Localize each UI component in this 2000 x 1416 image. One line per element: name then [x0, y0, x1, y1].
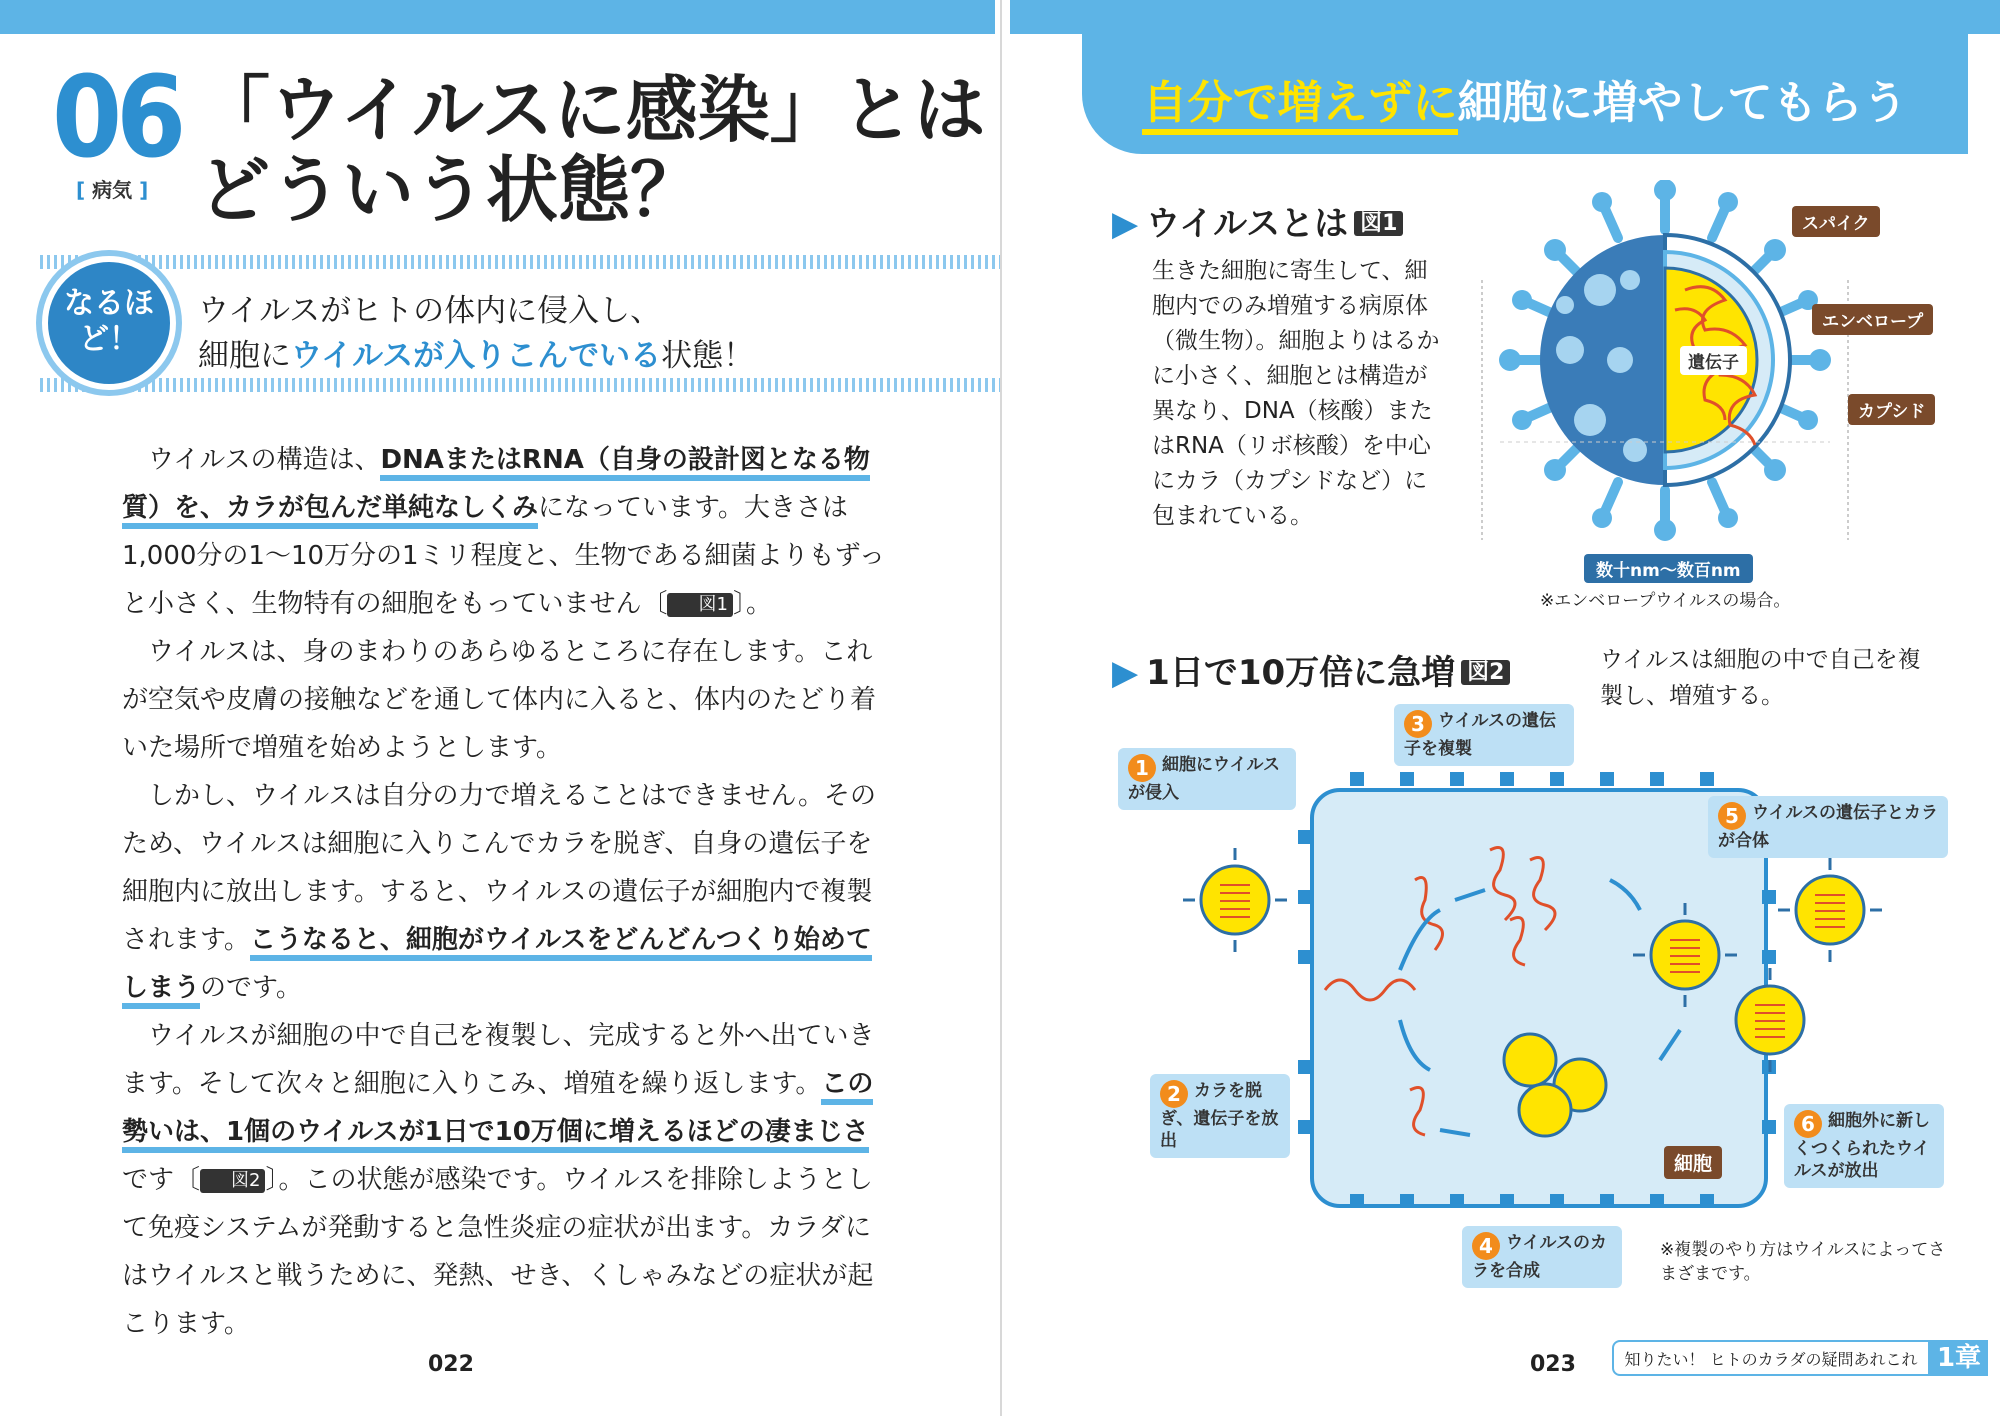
replication-note: ※複製のやり方はウイルスによってさまざまです。 [1660, 1240, 1946, 1284]
step-number: 3 [1404, 710, 1432, 738]
figure-ref: 図1 [1354, 211, 1403, 236]
section2-heading [1112, 645, 1510, 694]
category-label: 病気 [92, 178, 133, 202]
section2-title: 1日で10万倍に急増 [1146, 653, 1456, 693]
paragraph-3 [122, 772, 892, 1012]
banner-highlight: 自分で増えずに [1142, 76, 1457, 135]
chapter-tab: 1章 [1930, 1340, 1988, 1376]
step-text: 細胞にウイルスが侵入 [1128, 755, 1280, 803]
envelope-label: エンベロープ [1812, 304, 1933, 335]
step-text: ウイルスの遺伝子を複製 [1404, 711, 1556, 759]
step-4 [1462, 1226, 1622, 1288]
triangle-icon: ▶ [1112, 204, 1139, 244]
text: 〕。 [732, 589, 772, 619]
top-bar-right [1010, 0, 2000, 34]
summary-text: 状態！ [661, 338, 755, 374]
page-number-right: 023 [1530, 1352, 1576, 1377]
gene-label: 遺伝子 [1680, 346, 1747, 375]
banner-title [1082, 66, 1968, 131]
step-number: 6 [1794, 1110, 1822, 1138]
section2-description: ウイルスは細胞の中で自己を複製し、増殖する。 [1600, 647, 1921, 709]
emphasis: DNAまたはRNA（自身の設計図となる物質）を、カラが包んだ単純なしくみ [122, 445, 870, 529]
summary-text: 細胞に [198, 338, 291, 374]
spike-label: スパイク [1792, 206, 1880, 237]
page-title-line1: 「ウイルスに感染」とは [198, 68, 986, 152]
lesson-number: 06 [52, 53, 181, 183]
text: です〔 [122, 1165, 201, 1195]
figure-ref: 図2 [1461, 660, 1510, 685]
step-5 [1708, 796, 1948, 858]
text: しかし、ウイルスは自分の力で増えることはできません。そのため、ウイルスは細胞に入りこんでカラを脱ぎ、自身の遺伝子を細胞内に放出します。すると、ウイルスの遺伝子が細胞内で複製されます。 [122, 781, 877, 955]
summary-highlight: ウイルスが入りこんでいる [291, 338, 662, 374]
step-text: カラを脱ぎ、遺伝子を放出 [1160, 1081, 1279, 1151]
section1-description: 生きた細胞に寄生して、細胞内でのみ増殖する病原体（微生物）。細胞よりはるかに小さく、細胞とは構造が異なり、DNA（核酸）またはRNA（リボ核酸）を中心にカラ（カプシドなど）に包まれている。 [1152, 258, 1440, 529]
paragraph-1 [122, 436, 892, 628]
step-number: 1 [1128, 754, 1156, 782]
step-2 [1150, 1074, 1290, 1158]
summary-line2 [198, 330, 754, 375]
text: のです。 [200, 973, 302, 1003]
section1-title: ウイルスとは [1146, 204, 1349, 244]
section1-heading [1112, 196, 1403, 245]
emphasis: こうなると、細胞がウイルスをどんどんつくり始めてしまう [122, 925, 872, 1009]
text: 〕。この状態が感染です。ウイルスを排除しようとして免疫システムが発動すると急性炎症の症状が出ます。カラダにはウイルスと戦うために、発熱、せき、くしゃみなどの症状が起こります。 [122, 1165, 874, 1339]
size-label: 数十nm～数百nm [1584, 554, 1753, 583]
summary-line1: ウイルスがヒトの体内に侵入し、 [198, 293, 662, 329]
step-number: 5 [1718, 802, 1746, 830]
step-number: 2 [1160, 1080, 1188, 1108]
step-number: 4 [1472, 1232, 1500, 1260]
category-tag: [ 病気 ] [76, 178, 149, 202]
step-text: ウイルスの遺伝子とカラが合体 [1718, 803, 1938, 851]
figure-ref: 図2 [200, 1169, 265, 1193]
emphasis: この勢いは、1個のウイルスが1日で10万個に増えるほどの凄まじさ [122, 1069, 873, 1153]
paragraph-4 [122, 1012, 892, 1348]
page-number-left: 022 [428, 1352, 474, 1377]
chapter-title-footer: 知りたい！ ヒトのカラダの疑問あれこれ [1612, 1340, 1930, 1376]
step-1 [1118, 748, 1296, 810]
text: ウイルスが細胞の中で自己を複製し、完成すると外へ出ていきます。そして次々と細胞に入りこみ、増殖を繰り返します。 [122, 1021, 875, 1099]
step-text: ウイルスのカラを合成 [1472, 1233, 1607, 1281]
page-title-line2: どういう状態？ [198, 148, 703, 232]
step-text: 細胞外に新しくつくられたウイルスが放出 [1794, 1111, 1930, 1181]
text: ウイルスの構造は、 [148, 445, 381, 475]
page-gutter [1000, 0, 1002, 1416]
text: になっています。大きさは1,000分の1～10万分の1ミリ程度と、生物である細菌よりもずっと小さく、生物特有の細胞をもっていません〔 [122, 493, 886, 619]
triangle-icon: ▶ [1112, 653, 1139, 693]
summary-border-bottom [40, 378, 1000, 392]
step-3 [1394, 704, 1574, 766]
banner-text: 細胞に増やしてもらう [1457, 76, 1908, 129]
top-bar-left [0, 0, 995, 34]
body-text [122, 436, 892, 1348]
paragraph-2: ウイルスは、身のまわりのあらゆるところに存在します。これが空気や皮膚の接触などを通して体内に入ると、体内のたどり着いた場所で増殖を始めようとします。 [122, 637, 877, 763]
naruhodo-badge: なるほど！ [42, 256, 176, 390]
figure-ref: 図1 [667, 593, 732, 617]
capsid-label: カプシド [1848, 394, 1935, 425]
step-6 [1784, 1104, 1944, 1188]
envelope-note: ※エンベロープウイルスの場合。 [1540, 591, 1791, 611]
cell-label: 細胞 [1664, 1146, 1722, 1179]
summary-border-top [40, 255, 1000, 269]
